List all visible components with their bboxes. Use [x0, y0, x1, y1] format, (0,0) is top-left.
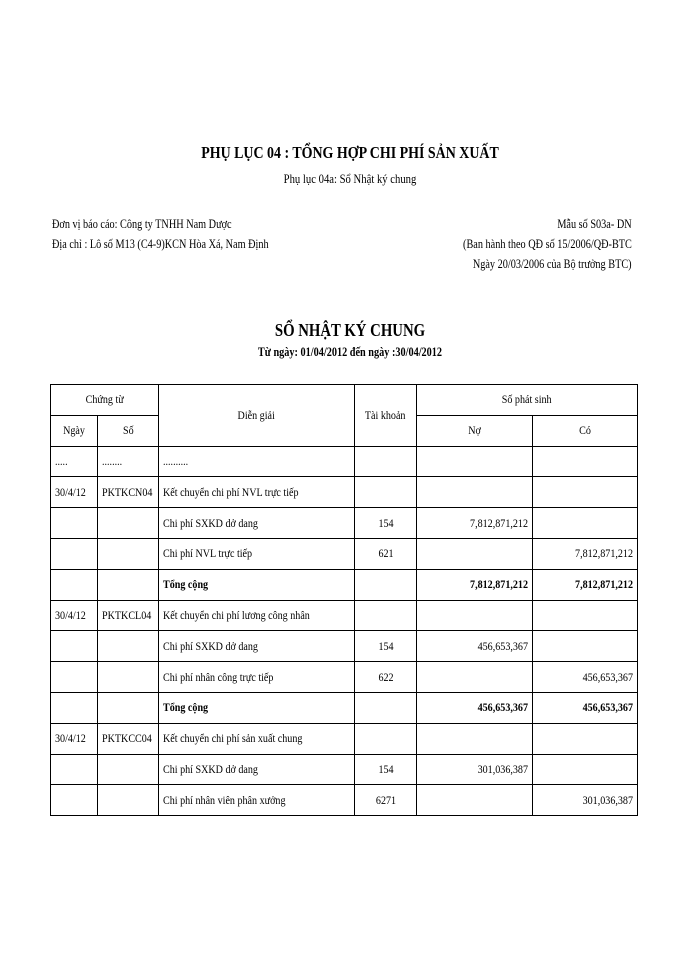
- cell-date: [51, 569, 98, 600]
- reporting-unit: Đơn vị báo cáo: Công ty TNHH Nam Dược: [52, 217, 232, 231]
- table-row: [51, 508, 638, 539]
- journal-table: [50, 384, 638, 816]
- cell-number: [98, 662, 159, 693]
- table-row: [51, 600, 638, 631]
- cell-description: ..........: [159, 446, 355, 477]
- cell-credit: [533, 723, 638, 754]
- cell-debit: 456,653,367: [417, 631, 533, 662]
- cell-debit: [417, 785, 533, 816]
- cell-credit: [533, 600, 638, 631]
- cell-credit: 7,812,871,212: [533, 569, 638, 600]
- cell-description: Chi phí nhân viên phân xưởng: [159, 785, 355, 816]
- cell-description: Chi phí SXKD dở dang: [159, 754, 355, 785]
- header-credit: Có: [533, 415, 638, 446]
- table-row: [51, 723, 638, 754]
- cell-credit: 7,812,871,212: [533, 538, 638, 569]
- total-row: [51, 692, 638, 723]
- cell-date: [51, 754, 98, 785]
- cell-account: 6271: [355, 785, 417, 816]
- cell-date: [51, 785, 98, 816]
- cell-date: 30/4/12: [51, 600, 98, 631]
- cell-description: Tổng cộng: [159, 569, 355, 600]
- cell-credit: [533, 446, 638, 477]
- cell-debit: 456,653,367: [417, 692, 533, 723]
- company-address: Địa chỉ : Lô số M13 (C4-9)KCN Hòa Xá, Nam Định: [52, 237, 269, 251]
- cell-description: Tổng cộng: [159, 692, 355, 723]
- cell-debit: 301,036,387: [417, 754, 533, 785]
- table-row: [51, 538, 638, 569]
- cell-credit: 301,036,387: [533, 785, 638, 816]
- cell-date: [51, 631, 98, 662]
- cell-account: [355, 477, 417, 508]
- cell-debit: [417, 600, 533, 631]
- table-row: [51, 446, 638, 477]
- appendix-title: PHỤ LỤC 04 : TỔNG HỢP CHI PHÍ SẢN XUẤT: [201, 143, 499, 162]
- cell-description: Kết chuyển chi phí lương công nhân: [159, 600, 355, 631]
- cell-debit: [417, 477, 533, 508]
- form-issued-by: (Ban hành theo QĐ số 15/2006/QĐ-BTC: [463, 237, 632, 251]
- cell-description: Chi phí SXKD dở dang: [159, 631, 355, 662]
- cell-account: [355, 723, 417, 754]
- cell-account: [355, 692, 417, 723]
- header-voucher: Chứng từ: [51, 385, 159, 416]
- cell-date: [51, 662, 98, 693]
- cell-description: Chi phí nhân công trực tiếp: [159, 662, 355, 693]
- cell-number: [98, 754, 159, 785]
- header-amount: Số phát sinh: [417, 385, 638, 416]
- cell-description: Chi phí NVL trực tiếp: [159, 538, 355, 569]
- cell-description: Kết chuyển chi phí sản xuất chung: [159, 723, 355, 754]
- cell-debit: [417, 662, 533, 693]
- cell-debit: 7,812,871,212: [417, 508, 533, 539]
- cell-account: 154: [355, 631, 417, 662]
- cell-description: Kết chuyển chi phí NVL trực tiếp: [159, 477, 355, 508]
- cell-description: Chi phí SXKD dở dang: [159, 508, 355, 539]
- cell-number: [98, 631, 159, 662]
- cell-credit: [533, 508, 638, 539]
- cell-debit: [417, 446, 533, 477]
- header-account: Tài khoản: [355, 385, 417, 447]
- table-row: [51, 662, 638, 693]
- cell-number: [98, 785, 159, 816]
- cell-date: [51, 538, 98, 569]
- header-date: Ngày: [51, 415, 98, 446]
- cell-account: [355, 569, 417, 600]
- table-row: [51, 754, 638, 785]
- cell-date: .....: [51, 446, 98, 477]
- cell-number: PKTKCN04: [98, 477, 159, 508]
- cell-credit: [533, 631, 638, 662]
- cell-credit: [533, 477, 638, 508]
- cell-number: [98, 538, 159, 569]
- cell-number: [98, 692, 159, 723]
- cell-credit: 456,653,367: [533, 662, 638, 693]
- table-row: [51, 785, 638, 816]
- form-code: Mẫu số S03a- DN: [557, 217, 632, 231]
- cell-account: 154: [355, 508, 417, 539]
- cell-credit: [533, 754, 638, 785]
- cell-credit: 456,653,367: [533, 692, 638, 723]
- cell-account: [355, 446, 417, 477]
- cell-account: 621: [355, 538, 417, 569]
- cell-number: PKTKCL04: [98, 600, 159, 631]
- journal-period: Từ ngày: 01/04/2012 đến ngày :30/04/2012: [257, 345, 443, 359]
- cell-date: 30/4/12: [51, 477, 98, 508]
- header-number: Số: [98, 415, 159, 446]
- header-description: Diễn giải: [159, 385, 355, 447]
- cell-account: 622: [355, 662, 417, 693]
- appendix-subtitle: Phụ lục 04a: Sổ Nhật ký chung: [283, 171, 417, 186]
- cell-account: 154: [355, 754, 417, 785]
- total-row: [51, 569, 638, 600]
- header-debit: Nợ: [417, 415, 533, 446]
- cell-date: 30/4/12: [51, 723, 98, 754]
- cell-date: [51, 692, 98, 723]
- cell-date: [51, 508, 98, 539]
- cell-number: PKTKCC04: [98, 723, 159, 754]
- cell-debit: [417, 538, 533, 569]
- cell-number: ........: [98, 446, 159, 477]
- cell-number: [98, 569, 159, 600]
- cell-account: [355, 600, 417, 631]
- cell-debit: [417, 723, 533, 754]
- form-issued-date: Ngày 20/03/2006 của Bộ trưởng BTC): [473, 257, 632, 271]
- cell-number: [98, 508, 159, 539]
- table-row: [51, 631, 638, 662]
- journal-title: SỔ NHẬT KÝ CHUNG: [274, 320, 426, 340]
- cell-debit: 7,812,871,212: [417, 569, 533, 600]
- table-row: [51, 477, 638, 508]
